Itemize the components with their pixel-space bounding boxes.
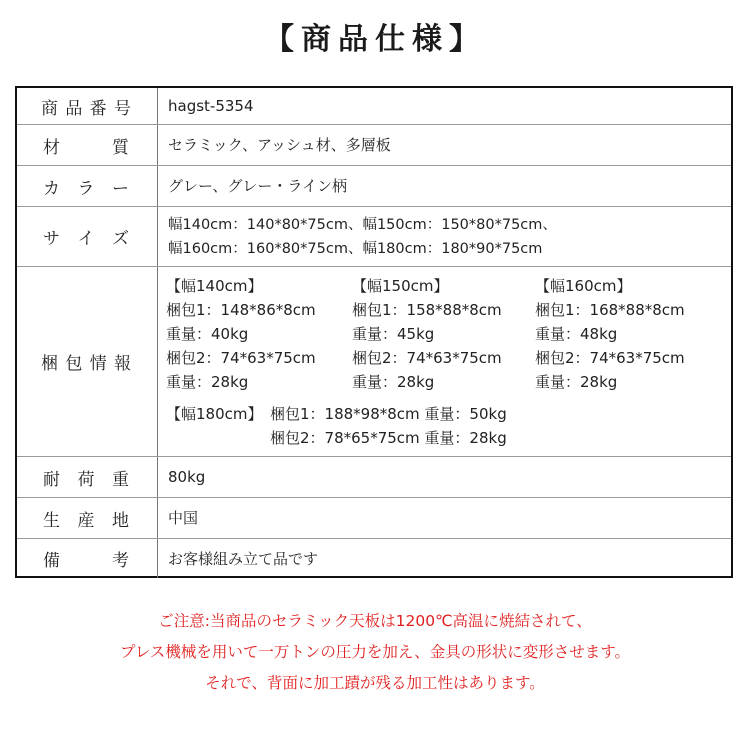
caution-notes: [0, 606, 750, 699]
table-row-material: [17, 125, 731, 166]
row-label: 生 産 地: [17, 498, 158, 538]
table-row-packaging: [17, 267, 731, 457]
table-row-origin: [17, 498, 731, 539]
product-number-value: hagst-5354: [168, 97, 254, 115]
caution-line-2: プレス機械を用いて一万トンの圧力を加え、金具の形状に変形させます。: [119, 643, 631, 661]
table-row-load-capacity: [17, 457, 731, 498]
page-title: 【商品仕様】: [264, 22, 486, 57]
packaging-140: 【幅140cm】 梱包1：148*86*8cm 重量：40kg 梱包2：74*63*75cm 重量：28kg: [166, 277, 316, 391]
origin-value: 中国: [168, 509, 199, 527]
load-capacity-value: 80kg: [168, 468, 206, 486]
color-value: グレー、グレー・ライン柄: [168, 177, 347, 195]
row-label: サ イ ズ: [17, 207, 158, 266]
table-row-product-number: [17, 88, 731, 125]
table-row-color: [17, 166, 731, 207]
material-value: セラミック、アッシュ材、多層板: [168, 136, 391, 154]
packaging-180: 【幅180cm】 梱包1：188*98*8cm 重量：50kg 梱包2：78*65*75cm 重量：28kg: [166, 405, 507, 447]
size-value: 幅140cm：140*80*75cm、幅150cm：150*80*75cm、 幅160cm：160*80*75cm、幅180cm：180*90*75cm: [168, 216, 557, 257]
row-label: 耐 荷 重: [17, 457, 158, 497]
row-label: 備 考: [17, 539, 158, 578]
row-label: カ ラ ー: [17, 166, 158, 206]
row-label: 梱 包 情 報: [17, 267, 158, 456]
packaging-150: 【幅150cm】 梱包1：158*88*8cm 重量：45kg 梱包2：74*63*75cm 重量：28kg: [352, 277, 502, 391]
table-row-remarks: [17, 539, 731, 578]
spec-table: [15, 86, 733, 578]
row-label: 材 質: [17, 125, 158, 165]
caution-line-1: ご注意:当商品のセラミック天板は1200℃高温に焼結されて、: [158, 612, 592, 630]
caution-line-3: それで、背面に加工蹟が残る加工性はあります。: [205, 674, 545, 692]
packaging-value: [158, 267, 735, 456]
row-label: 商 品 番 号: [17, 88, 158, 124]
packaging-160: 【幅160cm】 梱包1：168*88*8cm 重量：48kg 梱包2：74*63*75cm 重量：28kg: [535, 277, 685, 391]
table-row-size: [17, 207, 731, 267]
packaging-grid: [166, 274, 735, 394]
remarks-value: お客様組み立て品です: [168, 549, 319, 568]
